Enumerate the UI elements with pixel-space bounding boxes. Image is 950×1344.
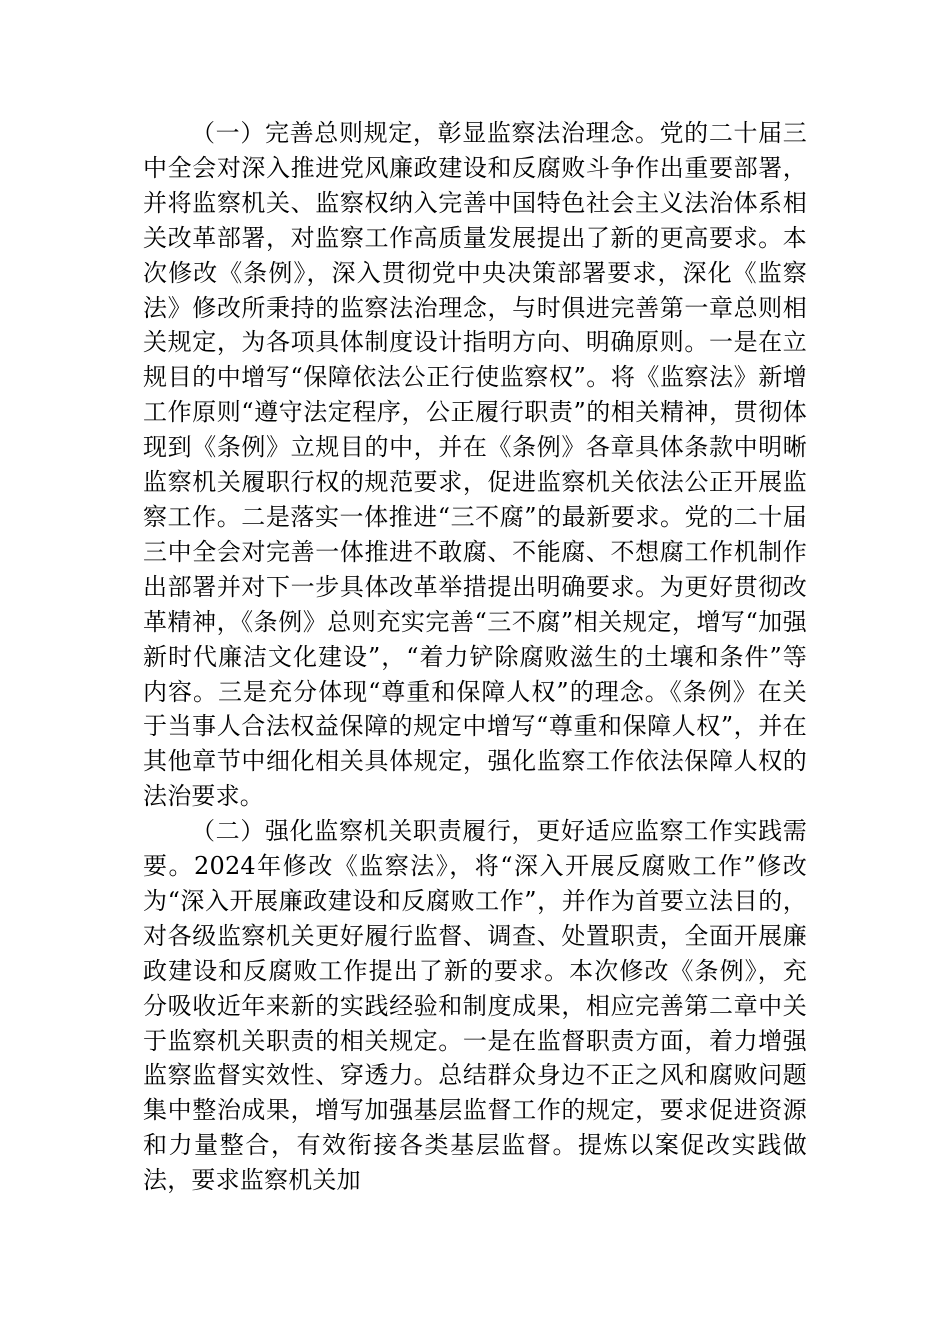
document-body	[143, 116, 807, 1198]
paragraph-1: （一）完善总则规定，彰显监察法治理念。党的二十届三中全会对深入推进党风廉政建设和反腐败斗争作出重要部署，并将监察机关、监察权纳入完善中国特色社会主义法治体系相关改革部署，对监察工作高质量发展提出了新的更高要求。本次修改《条例》，深入贯彻党中央决策部署要求，深化《监察法》修改所秉持的监察法治理念，与时俱进完善第一章总则相关规定，为各项具体制度设计指明方向、明确原则。一是在立规目的中增写“保障依法公正行使监察权”。将《监察法》新增工作原则“遵守法定程序，公正履行职责”的相关精神，贯彻体现到《条例》立规目的中，并在《条例》各章具体条款中明晰监察机关履职行权的规范要求，促进监察机关依法公正开展监察工作。二是落实一体推进“三不腐”的最新要求。党的二十届三中全会对完善一体推进不敢腐、不能腐、不想腐工作机制作出部署并对下一步具体改革举措提出明确要求。为更好贯彻改革精神，《条例》总则充实完善“三不腐”相关规定，增写“加强新时代廉洁文化建设”，“着力铲除腐败滋生的土壤和条件”等内容。三是充分体现“尊重和保障人权”的理念。《条例》在关于当事人合法权益保障的规定中增写“尊重和保障人权”，并在其他章节中细化相关具体规定，强化监察工作依法保障人权的法治要求。	[143, 119, 807, 811]
paragraph-2: （二）强化监察机关职责履行，更好适应监察工作实践需要。2024年修改《监察法》，将“深入开展反腐败工作”修改为“深入开展廉政建设和反腐败工作”，并作为首要立法目的，对各级监察机关更好履行监督、调查、处置职责，全面开展廉政建设和反腐败工作提出了新的要求。本次修改《条例》，充分吸收近年来新的实践经验和制度成果，相应完善第二章中关于监察机关职责的相关规定。一是在监督职责方面，着力增强监察监督实效性、穿透力。总结群众身边不正之风和腐败问题集中整治成果，增写加强基层监督工作的规定，要求促进资源和力量整合，有效衔接各类基层监督。提炼以案促改实践做法，要求监察机关加	[143, 817, 807, 1195]
